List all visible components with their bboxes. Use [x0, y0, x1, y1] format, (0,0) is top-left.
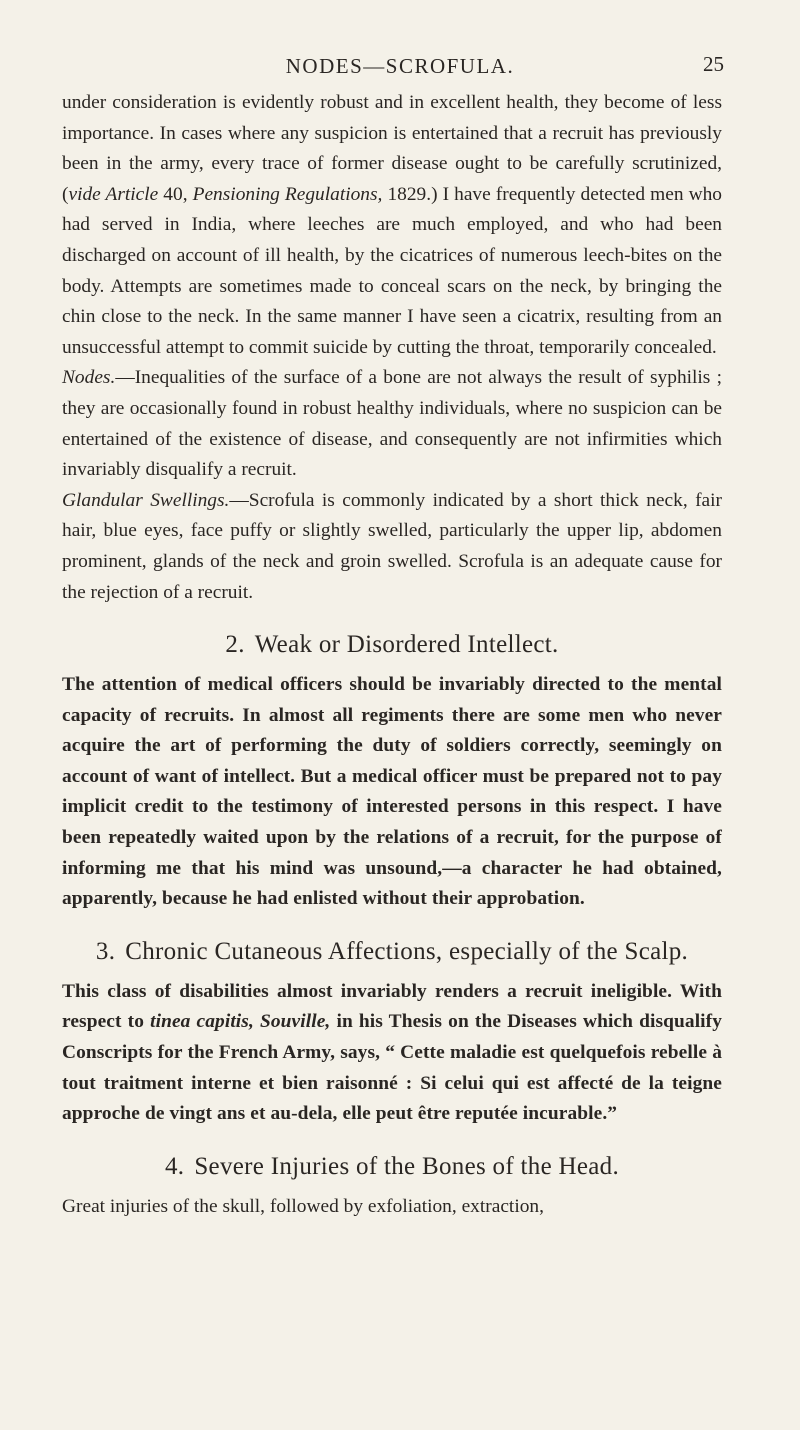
lead-in-nodes: Nodes. [62, 367, 116, 389]
section-title: Severe Injuries of the Bones of the Head. [194, 1152, 620, 1180]
paragraph-text: in his Thesis on the Diseases which disqualify Conscripts for the French Army, says, “ Cette maladie est quelquefois rebelle à tout traitment interne et bien raisonné : Si celui qui est affecté de la teigne approche de vingt ans et au-dela, elle peut être reputée incurable.” [62, 1011, 723, 1125]
section-heading-4 [62, 1152, 722, 1182]
section-heading-2 [62, 630, 722, 660]
section-body-2: The attention of medical officers should be invariably directed to the mental capacity of recruits. In almost all regiments there are some men who never acquire the art of performing the duty of soldiers correctly, seemingly on account of want of intellect. But a medical officer must be prepared not to pay implicit credit to the testimony of interested persons in this respect. I have been repeatedly waited upon by the relations of a recruit, for the purpose of informing me that his mind was unsound,—a character he had obtained, apparently, because he had enlisted without their approbation. [62, 674, 722, 910]
paragraph-continuation [62, 88, 722, 363]
section-heading-3 [62, 937, 722, 967]
paragraph-text: 40, [158, 183, 193, 205]
paragraph-nodes [62, 363, 722, 485]
running-title: NODES—SCROFULA. [285, 54, 515, 78]
paragraph-text: This class of disabilities almost invariably renders a recruit ineligible. With respect to [62, 980, 722, 1033]
paragraph-text: 1829.) I have frequently detected men who had served in India, where leeches are much employed, and who had been discharged on account of ill health, by the cicatrices of numerous leech-bites on the body. Attempts are sometimes made to conceal scars on the neck, by bringing the chin close to the neck. In the same manner I have seen a cicatrix, resulting from an unsuccessful attempt to commit suicide by cutting the throat, temporarily concealed. [62, 183, 723, 358]
paragraph-glandular [62, 486, 722, 608]
body-text [62, 88, 722, 1222]
citation-regulations: Pensioning Regulations, [192, 183, 383, 205]
paragraph-text: —Inequalities of the surface of a bone are not always the result of syphilis ; they are occasionally found in robust healthy individuals, where no suspicion can be entertained of the existence of disease, and consequently are not infirmities which invariably disqualify a recruit. [62, 367, 722, 481]
section-body-3 [62, 977, 722, 1130]
section-body-4: Great injuries of the skull, followed by exfoliation, extraction, [62, 1195, 544, 1217]
italic-term: tinea capitis, Souville, [150, 1011, 331, 1033]
citation-vide: vide Article [68, 183, 159, 205]
running-head [0, 48, 800, 78]
page-number: 25 [703, 52, 724, 76]
section-number: 3. [95, 937, 116, 965]
section-title: Chronic Cutaneous Affections, especially of the Scalp. [125, 937, 689, 965]
section-title: Weak or Disordered Intellect. [254, 631, 559, 659]
section-number: 4. [164, 1152, 185, 1180]
paragraph-text: under consideration is evidently robust and in excellent health, they become of less importance. In cases where any suspicion is entertained that a recruit has previously been in the army, every trace of former disease ought to be carefully scrutinized, ( [62, 92, 722, 205]
lead-in-glandular: Glandular Swellings. [62, 489, 230, 511]
paragraph-text: —Scrofula is commonly indicated by a short thick neck, fair hair, blue eyes, face puffy or slightly swelled, particularly the upper lip, abdomen prominent, glands of the neck and groin swelled. Scrofula is an adequate cause for the rejection of a recruit. [62, 489, 722, 603]
section-number: 2. [225, 631, 245, 659]
